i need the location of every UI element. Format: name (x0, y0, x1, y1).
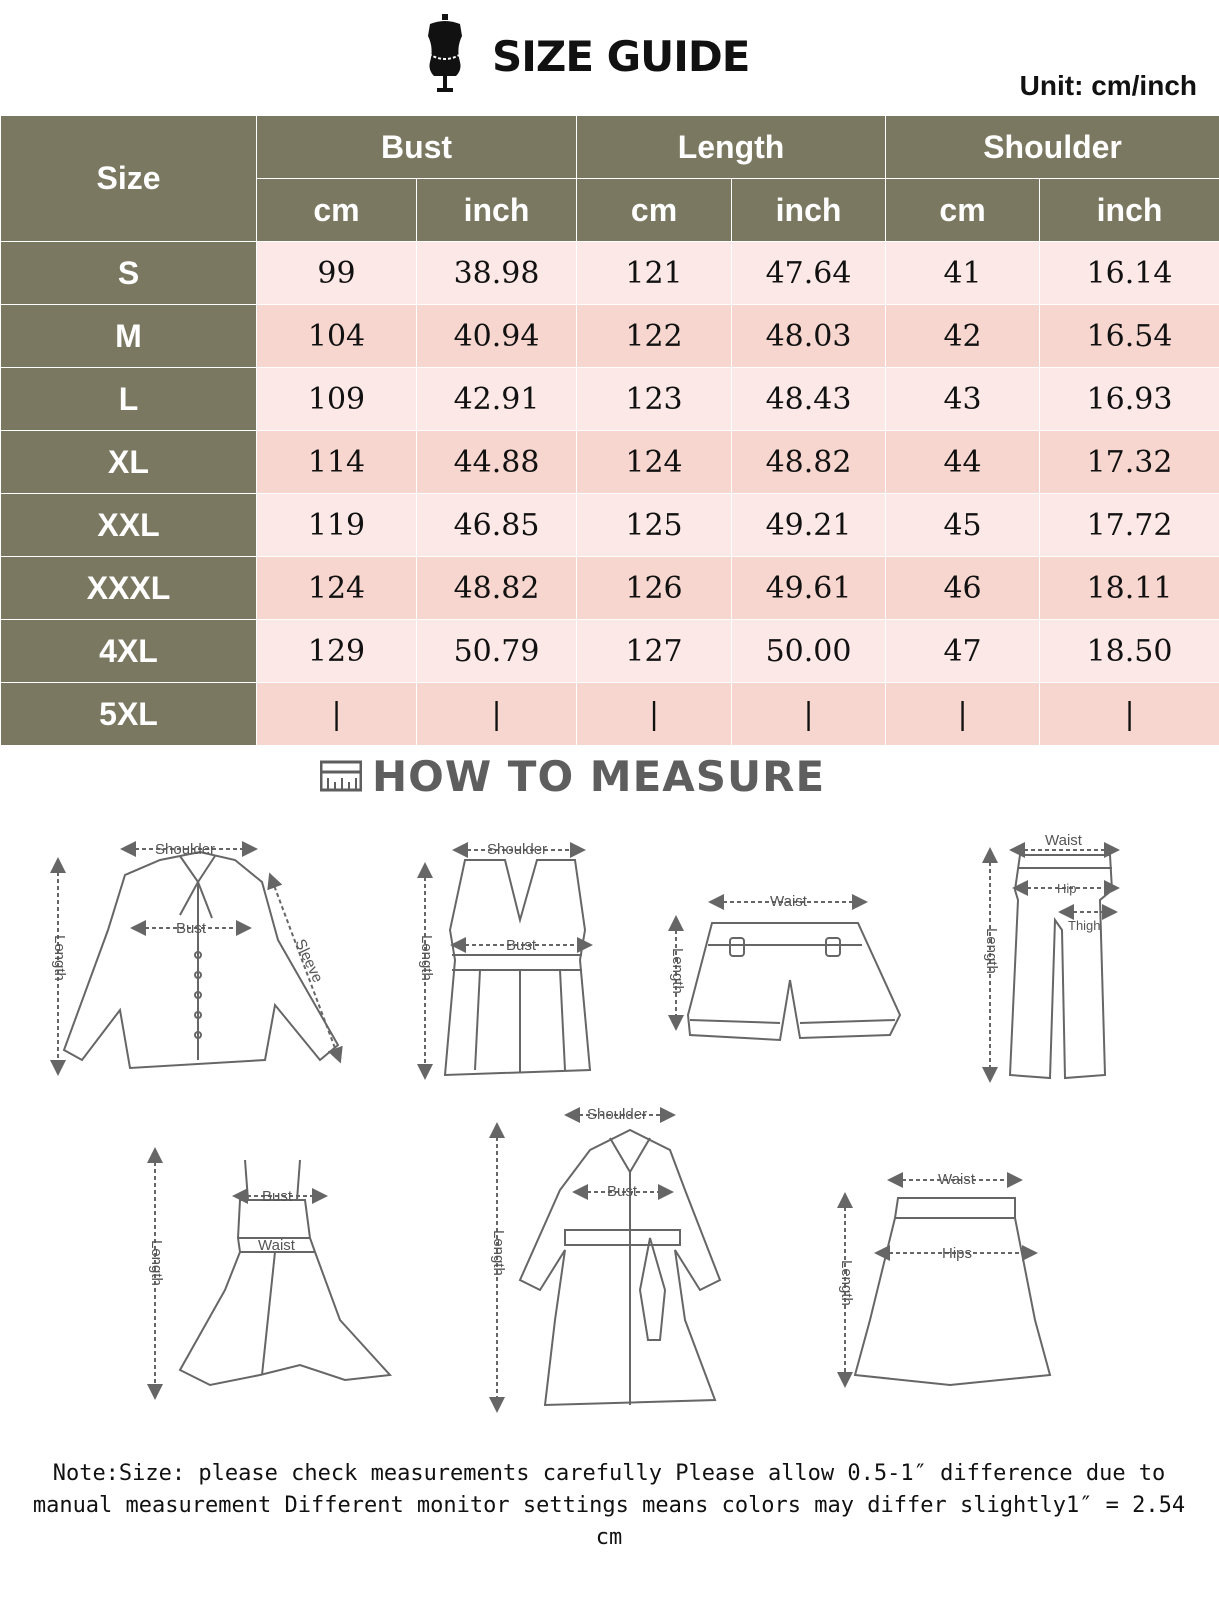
size-label: XL (1, 431, 257, 494)
table-cell: 43 (886, 368, 1040, 431)
size-label: XXL (1, 494, 257, 557)
shorts-length-label: Length (669, 948, 686, 994)
table-cell: 121 (577, 242, 732, 305)
shirt-shoulder-label: Shoulder (155, 841, 216, 858)
dress-bust-label: Bust (262, 1188, 293, 1205)
trousers-thigh-label: Thigh (1068, 918, 1101, 933)
table-cell: 18.11 (1040, 557, 1219, 620)
table-cell: 119 (257, 494, 417, 557)
table-row (1, 683, 1219, 746)
table-cell: 99 (257, 242, 417, 305)
size-label: M (1, 305, 257, 368)
table-cell: 44.88 (417, 431, 577, 494)
table-cell: 129 (257, 620, 417, 683)
size-label: XXXL (1, 557, 257, 620)
table-cell: 48.43 (732, 368, 886, 431)
dress-length-label: Length (148, 1240, 165, 1286)
table-cell: 124 (257, 557, 417, 620)
table-row (1, 368, 1219, 431)
table-cell: 17.32 (1040, 431, 1219, 494)
table-cell: | (886, 683, 1040, 746)
coat-bust-label: Bust (607, 1183, 638, 1200)
table-cell: 16.93 (1040, 368, 1219, 431)
shirt-diagram (58, 849, 338, 1068)
skirt-length-label: Length (838, 1260, 855, 1306)
table-cell: 123 (577, 368, 732, 431)
measurement-note: Note:Size: please check measurements carefully Please allow 0.5-1″ difference due to manual measurement Different monitor settings means colors may differ slightly1″ = 2.54 cm (32, 1461, 1186, 1550)
table-cell: 48.82 (732, 431, 886, 494)
size-guide-header (0, 0, 1219, 115)
table-cell: 47 (886, 620, 1040, 683)
table-cell: 125 (577, 494, 732, 557)
unit-label: Unit: cm/inch (1019, 70, 1197, 101)
ruler-icon (320, 760, 362, 792)
skirt-waist-label: Waist (938, 1171, 975, 1188)
table-cell: 46.85 (417, 494, 577, 557)
shirt-length-label: Length (51, 935, 68, 981)
table-cell: 49.61 (732, 557, 886, 620)
mannequin-icon (420, 14, 470, 94)
table-cell: 42 (886, 305, 1040, 368)
trousers-hip-label: Hip (1057, 881, 1077, 896)
trousers-length-label: Length (983, 928, 1000, 974)
size-label: S (1, 242, 257, 305)
table-row (1, 494, 1219, 557)
table-cell: 46 (886, 557, 1040, 620)
shoulder-header: Shoulder (886, 116, 1219, 179)
unit-subheader: inch (1040, 179, 1219, 242)
bust-header: Bust (257, 116, 577, 179)
unit-subheader: inch (417, 179, 577, 242)
table-cell: 124 (577, 431, 732, 494)
size-label: L (1, 368, 257, 431)
unit-subheader: inch (732, 179, 886, 242)
table-cell: 50.00 (732, 620, 886, 683)
table-cell: 122 (577, 305, 732, 368)
table-cell: 50.79 (417, 620, 577, 683)
shorts-diagram (676, 902, 900, 1040)
table-cell: 114 (257, 431, 417, 494)
dress-waist-label: Waist (258, 1237, 295, 1254)
table-cell: 44 (886, 431, 1040, 494)
table-cell: | (257, 683, 417, 746)
trousers-waist-label: Waist (1045, 832, 1082, 849)
coat-diagram (497, 1115, 720, 1405)
table-row (1, 620, 1219, 683)
table-cell: 127 (577, 620, 732, 683)
table-cell: 17.72 (1040, 494, 1219, 557)
table-row (1, 557, 1219, 620)
table-cell: | (732, 683, 886, 746)
vest-diagram (425, 850, 590, 1075)
vest-shoulder-label: Shoulder (487, 841, 548, 858)
table-cell: 126 (577, 557, 732, 620)
table-cell: 41 (886, 242, 1040, 305)
table-cell: | (417, 683, 577, 746)
table-row (1, 305, 1219, 368)
size-label: 4XL (1, 620, 257, 683)
vest-bust-label: Bust (506, 937, 537, 954)
table-cell: 109 (257, 368, 417, 431)
table-cell: 18.50 (1040, 620, 1219, 683)
length-header: Length (577, 116, 886, 179)
table-cell: 47.64 (732, 242, 886, 305)
unit-subheader: cm (577, 179, 732, 242)
table-row (1, 242, 1219, 305)
measurement-diagrams (0, 820, 1219, 1440)
unit-subheader: cm (886, 179, 1040, 242)
coat-length-label: Length (490, 1230, 507, 1276)
table-cell: 16.14 (1040, 242, 1219, 305)
table-cell: 42.91 (417, 368, 577, 431)
table-cell: 49.21 (732, 494, 886, 557)
size-table (0, 115, 1219, 746)
coat-shoulder-label: Shoulder (587, 1106, 648, 1123)
shirt-sleeve-label: Sleeve (291, 936, 327, 986)
table-cell: 45 (886, 494, 1040, 557)
skirt-hips-label: Hips (942, 1245, 973, 1262)
page-title: SIZE GUIDE (492, 32, 750, 81)
size-column-header: Size (1, 116, 257, 242)
unit-subheader: cm (257, 179, 417, 242)
table-row (1, 431, 1219, 494)
table-cell: 16.54 (1040, 305, 1219, 368)
shorts-waist-label: Waist (770, 893, 807, 910)
table-cell: 38.98 (417, 242, 577, 305)
table-cell: | (1040, 683, 1219, 746)
vest-length-label: Length (418, 935, 435, 981)
table-cell: 48.82 (417, 557, 577, 620)
table-cell: 40.94 (417, 305, 577, 368)
table-cell: 104 (257, 305, 417, 368)
size-label: 5XL (1, 683, 257, 746)
how-to-measure-title: HOW TO MEASURE (372, 752, 826, 801)
table-cell: | (577, 683, 732, 746)
trousers-diagram (990, 850, 1112, 1078)
skirt-diagram (845, 1180, 1050, 1385)
shirt-bust-label: Bust (176, 920, 207, 937)
table-cell: 48.03 (732, 305, 886, 368)
